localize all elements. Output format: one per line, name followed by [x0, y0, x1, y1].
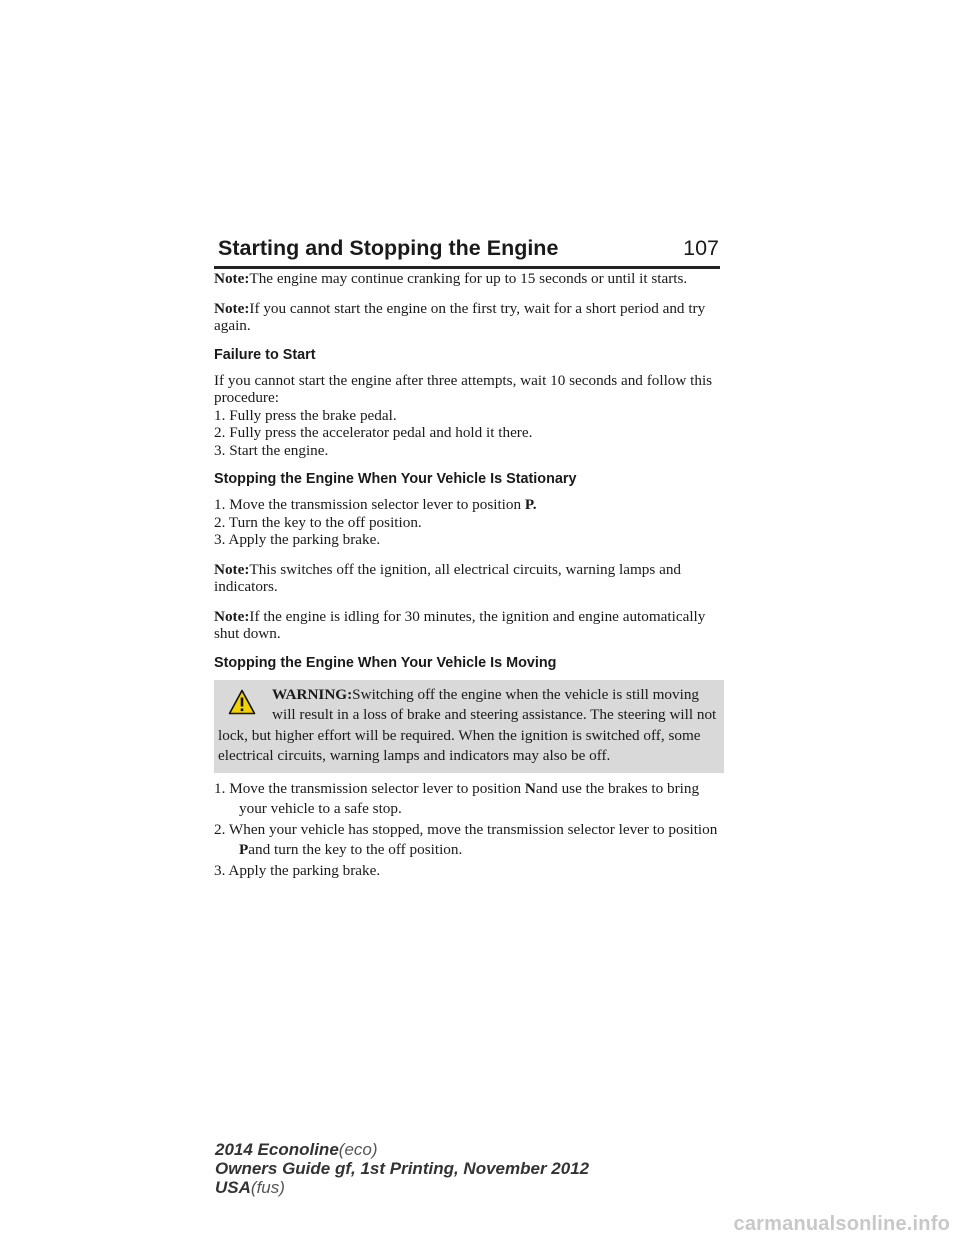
note-paragraph	[214, 561, 724, 596]
gear-position: P.	[524, 496, 537, 513]
stationary-steps	[214, 496, 724, 549]
warning-triangle-icon	[228, 689, 256, 715]
note-label: Note:	[214, 560, 250, 578]
moving-steps	[214, 779, 724, 882]
page-content	[214, 270, 724, 881]
footer-line-2: Owners Guide gf, 1st Printing, November 2012	[215, 1159, 590, 1178]
step-text: 1. Move the transmission selector lever to position	[214, 496, 525, 513]
footer-market: USA	[215, 1178, 251, 1197]
failure-procedure	[214, 372, 724, 460]
warning-text: Switching off the engine when the vehicle is still moving will result in a loss of brake and steering assistance. The steering will not lock, but higher effort will be required. When the ignition is switched off, some electrical circuits, warning lamps and indicators may also be off.	[218, 685, 717, 764]
note-label: Note:	[214, 607, 250, 625]
note-paragraph	[214, 270, 724, 288]
note-text: The engine may continue cranking for up to 15 seconds or until it starts.	[249, 270, 688, 287]
step-text: 1. Move the transmission selector lever to position	[214, 779, 525, 797]
failure-intro: If you cannot start the engine after three attempts, wait 10 seconds and follow this procedure:	[214, 371, 713, 406]
note-text: If you cannot start the engine on the first try, wait for a short period and try again.	[214, 299, 706, 334]
note-label: Note:	[214, 270, 250, 287]
footer-line-1	[215, 1140, 589, 1159]
stationary-step-3: 3. Apply the parking brake.	[214, 531, 381, 548]
note-paragraph	[214, 300, 724, 335]
footer-line-3	[215, 1178, 589, 1197]
gear-position: N	[524, 779, 536, 797]
step-text: 2. When your vehicle has stopped, move the transmission selector lever to position	[214, 820, 718, 838]
note-text: This switches off the ignition, all electrical circuits, warning lamps and indicators.	[214, 560, 682, 595]
moving-step-1	[214, 779, 724, 820]
step-text: and turn the key to the off position.	[248, 841, 463, 858]
moving-step-2	[214, 820, 724, 861]
failure-step: 3. Start the engine.	[214, 441, 329, 459]
warning-box	[214, 680, 724, 773]
heading-failure-to-start: Failure to Start	[214, 346, 316, 363]
step-text: and use the brakes to bring your vehicle to a safe stop.	[239, 779, 700, 817]
page-footer	[215, 1140, 589, 1197]
footer-market-code: (fus)	[250, 1178, 285, 1197]
heading-stopping-moving: Stopping the Engine When Your Vehicle Is Moving	[214, 654, 557, 671]
page-header	[214, 228, 720, 269]
footer-model: 2014 Econoline	[215, 1140, 339, 1159]
watermark: carmanualsonline.info	[733, 1213, 950, 1235]
page-number: 107	[683, 236, 719, 260]
failure-step: 1. Fully press the brake pedal.	[214, 406, 397, 424]
section-title: Starting and Stopping the Engine	[218, 236, 559, 260]
failure-step: 2. Fully press the accelerator pedal and hold it there.	[214, 424, 533, 441]
heading-stopping-stationary: Stopping the Engine When Your Vehicle Is Stationary	[214, 471, 577, 487]
gear-position: P	[239, 841, 249, 858]
footer-model-code: (eco)	[338, 1140, 378, 1159]
note-text: If the engine is idling for 30 minutes, the ignition and engine automatically shut down.	[214, 607, 706, 642]
note-label: Note:	[214, 299, 250, 317]
warning-label: WARNING:	[272, 685, 353, 703]
note-paragraph	[214, 608, 724, 643]
stationary-step-1	[214, 496, 724, 514]
moving-step-3: 3. Apply the parking brake.	[214, 861, 381, 879]
stationary-step-2: 2. Turn the key to the off position.	[214, 513, 422, 531]
